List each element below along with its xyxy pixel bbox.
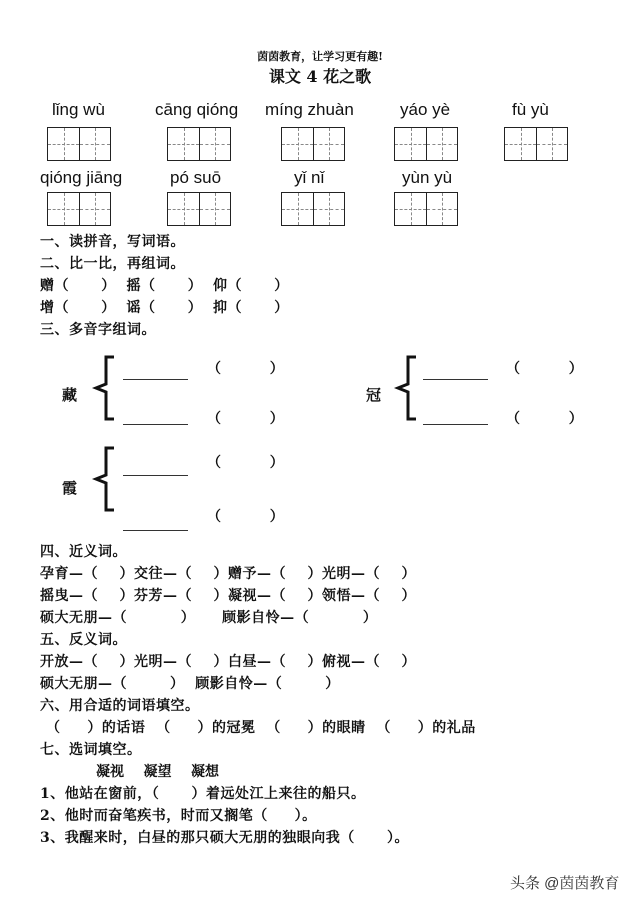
page-title: 课文 4 花之歌 xyxy=(268,67,372,86)
header-slogan: 茵茵教育，让学习更有趣! xyxy=(257,50,383,63)
pinyin-8: yǐ nǐ xyxy=(294,168,325,187)
writing-grid-8[interactable] xyxy=(281,192,345,226)
antonym-row-1: 开放—（ ）光明—（ ）白昼—（ ）俯视—（ ） xyxy=(40,654,416,670)
section-2-heading: 二、比一比，再组词。 xyxy=(40,256,185,272)
brace-icon xyxy=(392,355,422,421)
answer-blank[interactable] xyxy=(123,424,188,425)
question-3: 3、我醒来时，白昼的那只硕大无朋的独眼向我（ ）。 xyxy=(40,830,409,846)
footer-watermark: 头条 @茵茵教育 xyxy=(510,875,620,892)
writing-grid-1[interactable] xyxy=(47,127,111,161)
writing-grid-2[interactable] xyxy=(167,127,231,161)
fill-row: （ ）的话语 （ ）的冠冕 （ ）的眼睛 （ ）的礼品 xyxy=(46,720,476,736)
section-7-heading: 七、选词填空。 xyxy=(40,742,142,758)
question-1: 1、他站在窗前，（ ）着远处江上来往的船只。 xyxy=(40,786,366,802)
synonym-row-3: 硕大无朋—（ ） 顾影自怜—（ ） xyxy=(40,610,378,626)
antonym-row-2: 硕大无朋—（ ） 顾影自怜—（ ） xyxy=(40,676,340,692)
writing-grid-9[interactable] xyxy=(394,192,458,226)
answer-blank[interactable] xyxy=(423,424,488,425)
pinyin-paren[interactable]: （ ） xyxy=(506,411,583,427)
pinyin-9: yùn yù xyxy=(402,168,453,187)
section-6-heading: 六、用合适的词语填空。 xyxy=(40,698,200,714)
answer-blank[interactable] xyxy=(123,475,188,476)
pinyin-5: fù yù xyxy=(512,100,549,119)
section-3-heading: 三、多音字组词。 xyxy=(40,322,156,338)
answer-blank[interactable] xyxy=(423,379,488,380)
answer-blank[interactable] xyxy=(123,530,188,531)
polyphone-char-3: 霞 xyxy=(62,479,78,497)
section-1-heading: 一、读拼音，写词语。 xyxy=(40,234,185,250)
section-5-heading: 五、反义词。 xyxy=(40,632,127,648)
word-choices: 凝视 凝望 凝想 xyxy=(96,764,219,780)
writing-grid-7[interactable] xyxy=(167,192,231,226)
pinyin-3: míng zhuàn xyxy=(265,100,354,119)
pinyin-paren[interactable]: （ ） xyxy=(207,411,284,427)
pinyin-1: lǐng wù xyxy=(52,100,105,119)
pinyin-7: pó suō xyxy=(170,168,222,187)
writing-grid-6[interactable] xyxy=(47,192,111,226)
writing-grid-3[interactable] xyxy=(281,127,345,161)
section-4-heading: 四、近义词。 xyxy=(40,544,127,560)
pinyin-paren[interactable]: （ ） xyxy=(207,455,284,471)
synonym-row-1: 孕育—（ ）交往—（ ）赠予—（ ）光明—（ ） xyxy=(40,566,416,582)
pinyin-paren[interactable]: （ ） xyxy=(207,509,284,525)
polyphone-char-2: 冠 xyxy=(366,386,382,404)
writing-grid-4[interactable] xyxy=(394,127,458,161)
pinyin-6: qióng jiāng xyxy=(40,168,123,187)
pinyin-4: yáo yè xyxy=(400,100,451,119)
pinyin-paren[interactable]: （ ） xyxy=(207,361,284,377)
brace-icon xyxy=(90,355,120,421)
pinyin-2: cāng qióng xyxy=(155,100,239,119)
pinyin-paren[interactable]: （ ） xyxy=(506,361,583,377)
polyphone-char-1: 藏 xyxy=(62,386,78,404)
synonym-row-2: 摇曳—（ ）芬芳—（ ）凝视—（ ）领悟—（ ） xyxy=(40,588,416,604)
compare-row-2: 增（ ） 谣（ ） 抑（ ） xyxy=(40,300,289,316)
answer-blank[interactable] xyxy=(123,379,188,380)
compare-row-1: 赠（ ） 摇（ ） 仰（ ） xyxy=(40,278,289,294)
brace-icon xyxy=(90,446,120,512)
question-2: 2、他时而奋笔疾书，时而又搁笔（ ）。 xyxy=(40,808,317,824)
writing-grid-5[interactable] xyxy=(504,127,568,161)
